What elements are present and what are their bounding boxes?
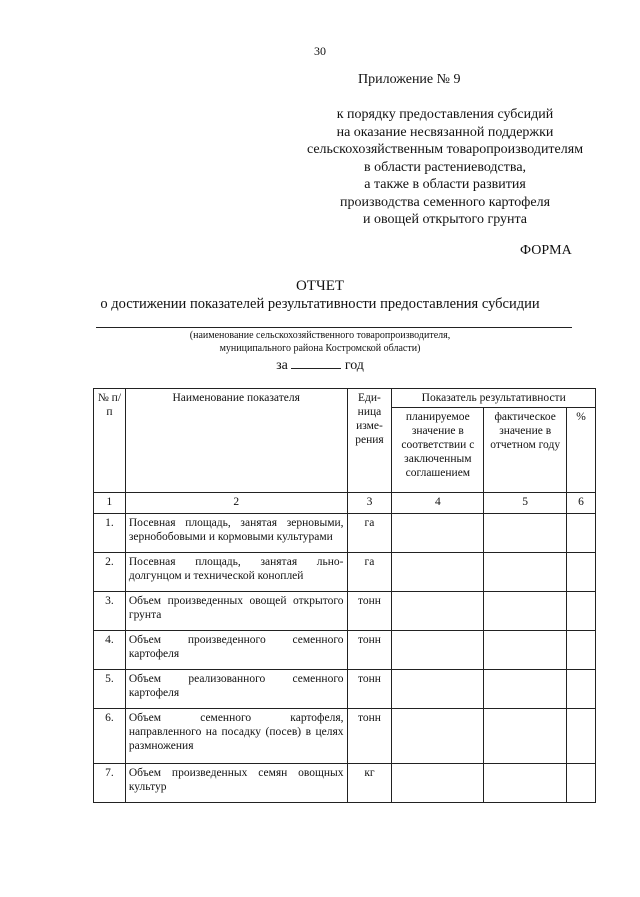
header-num: № п/п <box>94 389 126 493</box>
row-actual <box>484 553 567 592</box>
year-blank <box>291 356 341 369</box>
row-num: 5. <box>94 670 126 709</box>
caption-line-1: (наименование сельскохозяйственного товаропроизводителя, <box>189 330 451 341</box>
appendix-line: и овощей открытого грунта <box>362 212 527 227</box>
header-unit: Еди-ница изме-рения <box>347 389 392 493</box>
row-name: Объем произведенного семенного картофеля <box>125 631 347 670</box>
header-indicator-group: Показатель результативности <box>392 389 596 408</box>
row-unit: тонн <box>347 670 392 709</box>
row-num: 7. <box>94 764 126 803</box>
appendix-line: в области растениеводства, <box>363 159 527 175</box>
column-number: 2 <box>125 493 347 514</box>
row-planned <box>392 553 484 592</box>
row-name: Посевная площадь, занятая зерновыми, зернобобовыми и кормовыми культурами <box>125 514 347 553</box>
header-name: Наименование показателя <box>125 389 347 493</box>
column-number-row <box>94 493 596 514</box>
form-label: ФОРМА <box>520 243 572 258</box>
row-actual <box>484 631 567 670</box>
row-actual <box>484 670 567 709</box>
row-planned <box>392 514 484 553</box>
table-row <box>94 514 596 553</box>
appendix-title: Приложение № 9 <box>358 72 461 87</box>
row-planned <box>392 670 484 709</box>
row-percent <box>567 514 596 553</box>
row-name: Объем семенного картофеля, направленного на посадку (посев) в целях размножения <box>125 709 347 764</box>
row-percent <box>567 670 596 709</box>
row-planned <box>392 764 484 803</box>
appendix-line: на оказание несвязанной поддержки <box>336 124 554 140</box>
row-planned <box>392 592 484 631</box>
table-header-row <box>94 389 596 408</box>
row-percent <box>567 553 596 592</box>
appendix-line: сельскохозяйственным товаропроизводителям <box>306 142 584 157</box>
row-num: 4. <box>94 631 126 670</box>
appendix-description <box>250 106 640 229</box>
header-actual: фактическое значение в отчетном году <box>484 408 567 493</box>
row-percent <box>567 592 596 631</box>
row-num: 2. <box>94 553 126 592</box>
table-row <box>94 764 596 803</box>
report-period <box>0 356 640 374</box>
table-row <box>94 709 596 764</box>
row-percent <box>567 709 596 764</box>
row-unit: тонн <box>347 631 392 670</box>
row-name: Посевная площадь, занятая льно-долгунцом и технической коноплей <box>125 553 347 592</box>
row-num: 3. <box>94 592 126 631</box>
row-actual <box>484 709 567 764</box>
header-percent: % <box>567 408 596 493</box>
table-row <box>94 631 596 670</box>
table-row <box>94 553 596 592</box>
report-title: ОТЧЕТ <box>295 278 345 294</box>
column-number: 1 <box>94 493 126 514</box>
row-planned <box>392 631 484 670</box>
table-row <box>94 592 596 631</box>
table-row <box>94 670 596 709</box>
row-num: 1. <box>94 514 126 553</box>
row-num: 6. <box>94 709 126 764</box>
producer-name-caption <box>0 330 640 355</box>
column-number: 4 <box>392 493 484 514</box>
indicators-table <box>93 388 596 803</box>
row-unit: га <box>347 514 392 553</box>
row-percent <box>567 764 596 803</box>
column-number: 3 <box>347 493 392 514</box>
caption-line-2: муниципального района Костромской области) <box>219 342 421 354</box>
appendix-line: производства семенного картофеля <box>339 194 551 210</box>
row-actual <box>484 514 567 553</box>
row-name: Объем произведенных овощей открытого грунта <box>125 592 347 631</box>
producer-name-line <box>96 327 572 328</box>
row-unit: га <box>347 553 392 592</box>
appendix-line: к порядку предоставления субсидий <box>336 107 554 122</box>
row-name: Объем реализованного семенного картофеля <box>125 670 347 709</box>
row-unit: тонн <box>347 709 392 764</box>
period-suffix: год <box>344 358 364 373</box>
row-actual <box>484 592 567 631</box>
column-number: 5 <box>484 493 567 514</box>
report-subtitle: о достижении показателей результативности предоставления субсидии <box>100 296 540 312</box>
row-percent <box>567 631 596 670</box>
row-name: Объем произведенных семян овощных культур <box>125 764 347 803</box>
row-unit: тонн <box>347 592 392 631</box>
period-prefix: за <box>276 358 288 373</box>
header-planned: планируемое значение в соответствии с заключенным соглашением <box>392 408 484 493</box>
column-number: 6 <box>567 493 596 514</box>
appendix-line: а также в области развития <box>364 177 526 192</box>
row-actual <box>484 764 567 803</box>
page-number: 30 <box>314 44 326 58</box>
row-unit: кг <box>347 764 392 803</box>
row-planned <box>392 709 484 764</box>
